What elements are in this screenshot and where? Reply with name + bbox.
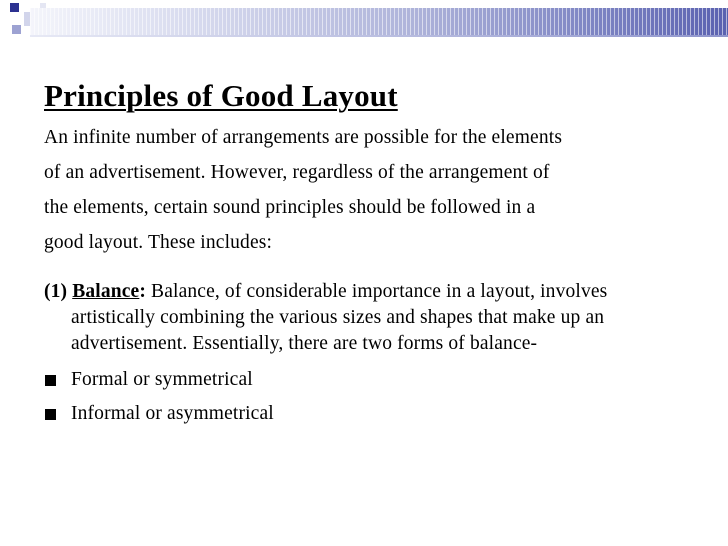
slide-content	[44, 76, 694, 431]
intro-line: of an advertisement. However, regardless of the arrangement of	[44, 162, 550, 183]
intro-line: the elements, certain sound principles should be followed in a	[44, 197, 536, 218]
square-bullet-icon	[45, 409, 56, 420]
list-item	[44, 363, 694, 397]
balance-paragraph	[44, 279, 694, 357]
intro-line: An infinite number of arrangements are possible for the elements	[44, 127, 563, 148]
balance-text: Balance, of considerable importance in a layout, involves artistically combining the various sizes and shapes that make up an advertisement. Essentially, there are two forms of balance-	[71, 281, 608, 354]
decorative-square-icon	[10, 3, 19, 12]
square-bullet-icon	[45, 375, 56, 386]
balance-term: Balance	[72, 281, 140, 302]
list-item	[44, 397, 694, 431]
balance-heading	[44, 281, 146, 302]
gradient-bar	[30, 8, 728, 35]
intro-line: good layout. These includes:	[44, 232, 273, 253]
intro-paragraph	[44, 120, 694, 260]
header-banner	[0, 0, 728, 46]
list-item-label: Formal or symmetrical	[71, 369, 253, 390]
list-item-label: Informal or asymmetrical	[71, 403, 274, 424]
balance-number: (1)	[44, 281, 73, 302]
balance-colon: :	[139, 281, 147, 302]
slide-title: Principles of Good Layout	[44, 78, 398, 113]
decorative-square-icon	[12, 25, 21, 34]
balance-forms-list	[44, 363, 694, 431]
